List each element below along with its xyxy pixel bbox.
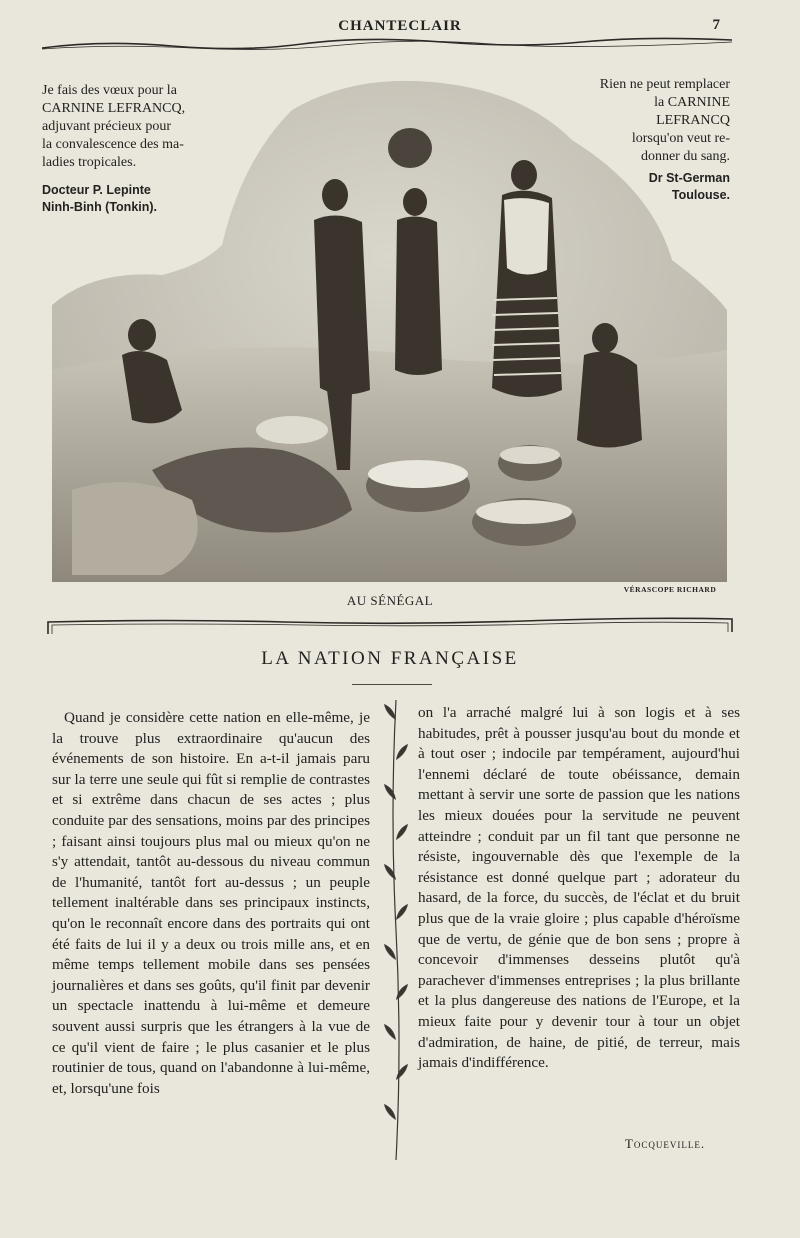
header-wavy-rule xyxy=(42,36,732,52)
testimonial-signature xyxy=(555,170,730,204)
article-column-right xyxy=(418,703,740,1074)
article-column-left xyxy=(52,708,370,1099)
testimonial-line: Je fais des vœux pour la xyxy=(42,83,177,98)
testimonial-line: lorsqu'on veut re- xyxy=(631,131,730,146)
testimonial-right xyxy=(555,76,730,204)
vine-divider-ornament xyxy=(378,700,414,1160)
testimonial-line: donner du sang. xyxy=(640,149,730,164)
column-text: Quand je considère cette nation en elle-même, je la trouve plus extraordinaire qu'aucun des événements de son histoire. En a-t-il jamais paru sur la terre une seule qui fût si remplie de contrastes et si extrême dans chacun de ses actes ; plus conduite par des sensations, moins par des principes ; faisant ainsi toujours plus mal ou mieux qu'on ne s'y attendait, tantôt au-dessous du niveau commun de l'humanité, tantôt fort au-dessus ; un peuple tellement inaltérable dans ses principaux instincts, qu'on le reconnaît encore dans des portraits qui ont été faits de lui il y a deux ou trois mille ans, et en même temps tellement mobile dans ses pensées journalières et dans ses goûts, qu'il finit par devenir un spectacle inattendu à lui-même et demeure souvent aussi surpris que les étrangers à la vue de ce qu'il vient de faire ; le plus casanier et le plus routinier de tous, quand on l'abandonne à lui-même, et, lorsqu'une fois xyxy=(52,709,370,1097)
article-author: Tocqueville. xyxy=(624,1136,706,1151)
testimonial-left xyxy=(42,82,242,216)
photo-credit: VÉRASCOPE RICHARD xyxy=(623,585,717,594)
testimonial-line: ladies tropicales. xyxy=(42,155,137,170)
signature-name: Dr St-German xyxy=(648,171,730,185)
title-underline xyxy=(352,684,432,685)
column-text: on l'a arraché malgré lui à son logis et à ses habitudes, prêt à pousser jusqu'au bout du monde et à tout oser ; indocile par tempérament, aujourd'hui l'ennemi déclaré de toute obéissance, demain mettant à servir une sorte de passion que les nations les mieux douées pour la servitude ne peuvent atteindre ; conduit par un fil tant que personne ne résiste, ingouvernable dès que l'exemple de la résistance est donné quelque part ; adorateur du hasard, de la force, du succès, de l'éclat et du bruit plus que de la vraie gloire ; plus capable d'héroïsme que de vertu, de génie que de bon sens ; propre à concevoir d'immenses desseins plutôt qu'à parachever d'immenses entreprises ; la plus brillante et la plus dangereuse des nations de l'Europe, et la mieux faite pour y devenir tour à tour un objet d'admiration, de haine, de pitié, de terreur, mais jamais d'indifférence. xyxy=(418,704,740,1072)
running-head xyxy=(0,16,800,38)
testimonial-line: la convalescence des ma- xyxy=(42,137,184,152)
signature-place: Ninh-Binh (Tonkin). xyxy=(42,200,158,214)
testimonial-line: la CARNINE xyxy=(654,95,730,110)
photo-caption: AU SÉNÉGAL xyxy=(346,593,434,608)
page-number: 7 xyxy=(712,17,720,33)
testimonial-line: LEFRANCQ xyxy=(656,113,730,128)
testimonial-line: Rien ne peut remplacer xyxy=(599,77,730,92)
article-frame-rule xyxy=(44,614,736,636)
testimonial-signature xyxy=(42,182,242,216)
journal-title: CHANTECLAIR xyxy=(338,18,462,34)
testimonial-line: CARNINE LEFRANCQ, xyxy=(42,101,186,116)
signature-name: Docteur P. Lepinte xyxy=(42,183,151,197)
signature-place: Toulouse. xyxy=(671,188,730,202)
article-title: LA NATION FRANÇAISE xyxy=(261,648,519,669)
testimonial-line: adjuvant précieux pour xyxy=(42,119,172,134)
